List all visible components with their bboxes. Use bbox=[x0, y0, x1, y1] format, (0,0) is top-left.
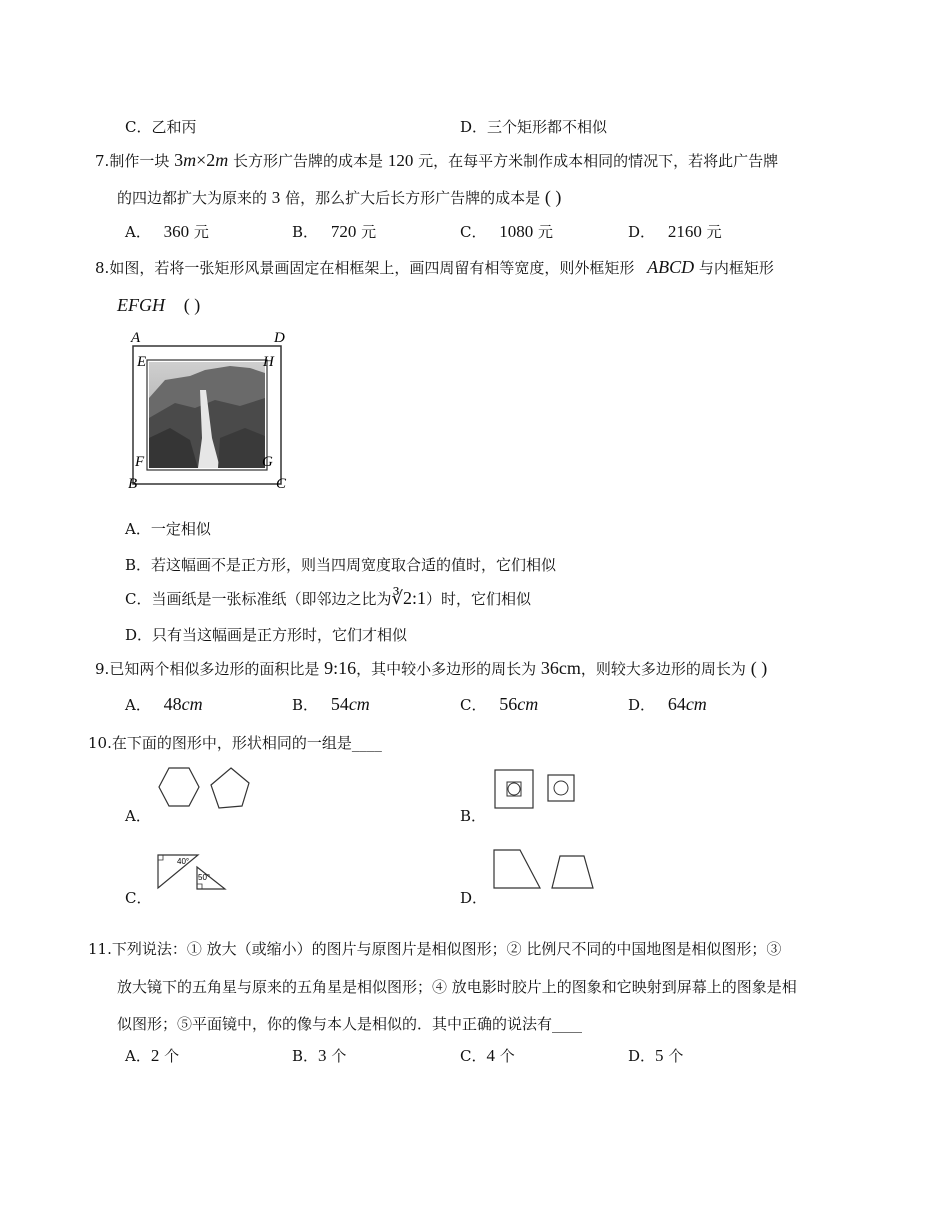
angle-50-label: 50° bbox=[198, 873, 211, 882]
option-unit: cm bbox=[685, 694, 707, 714]
option-value: 54 bbox=[330, 694, 349, 714]
q11-option-a bbox=[125, 1045, 179, 1066]
label-h: H bbox=[263, 354, 274, 370]
q10-line1 bbox=[88, 732, 382, 753]
q7-dimension: 3m×2m bbox=[174, 150, 229, 170]
q9-line1 bbox=[95, 658, 767, 679]
q8-line1 bbox=[95, 257, 774, 278]
option-unit: 元 bbox=[361, 223, 377, 241]
option-unit: 个 bbox=[331, 1047, 347, 1065]
q11-line1 bbox=[88, 938, 781, 959]
q8-paren: ( ) bbox=[183, 295, 201, 315]
label-b: B bbox=[128, 476, 138, 492]
q9-paren: ( ) bbox=[750, 658, 768, 678]
right-trapezoid-shape bbox=[494, 850, 540, 888]
option-letter: A． bbox=[125, 1047, 151, 1065]
small-circle-shape bbox=[554, 781, 568, 795]
option-math: ∛2:1 bbox=[391, 588, 426, 608]
q8-outer-rect: ABCD bbox=[647, 257, 695, 277]
q8-inner-rect: EFGH bbox=[117, 295, 165, 315]
q10-option-c-figure bbox=[155, 852, 235, 894]
option-letter: B． bbox=[292, 1047, 319, 1065]
q7-option-a bbox=[125, 221, 209, 242]
q8-line2 bbox=[117, 295, 200, 316]
q11-option-d bbox=[628, 1045, 683, 1066]
right-angle-mark bbox=[158, 855, 163, 860]
landscape-painting bbox=[149, 362, 265, 468]
option-letter: D． bbox=[628, 223, 656, 241]
option-value: 720 bbox=[330, 222, 357, 241]
option-letter: A． bbox=[125, 223, 151, 241]
label-g: G bbox=[262, 454, 273, 470]
label-a: A bbox=[131, 330, 141, 346]
q9-text-1: 已知两个相似多边形的面积比是 bbox=[109, 660, 320, 678]
q7-paren: ( ) bbox=[544, 187, 562, 207]
q6-option-d: D．三个矩形都不相似 bbox=[460, 118, 608, 136]
label-e: E bbox=[137, 354, 147, 370]
q6-option-c: C．乙和丙 bbox=[125, 118, 197, 136]
q8-option-a: A．一定相似 bbox=[125, 520, 211, 538]
q9-text-3: ，则较大多边形的周长为 bbox=[580, 660, 746, 678]
q10-option-d-figure bbox=[492, 848, 602, 892]
right-angle-mark bbox=[197, 884, 202, 889]
q7-line1 bbox=[95, 150, 778, 171]
q7-text-4: 的四边都扩大为原来的 bbox=[117, 189, 268, 207]
q10-option-b-label: B． bbox=[460, 807, 487, 825]
q10-number: 10. bbox=[88, 734, 112, 752]
option-unit: 个 bbox=[164, 1047, 180, 1065]
option-letter: C． bbox=[460, 696, 487, 714]
q7-option-b bbox=[292, 221, 376, 242]
q8-frame-figure bbox=[120, 328, 300, 498]
option-unit: 元 bbox=[193, 223, 209, 241]
q7-number: 7. bbox=[95, 152, 110, 170]
q8-option-d: D．只有当这幅画是正方形时，它们才相似 bbox=[125, 626, 408, 644]
q8-option-c bbox=[125, 588, 531, 609]
q9-option-a bbox=[125, 694, 203, 715]
q11-line3: 似图形；⑤平面镜中，你的像与本人是相似的．其中正确的说法有____ bbox=[117, 1015, 583, 1033]
option-unit: 个 bbox=[499, 1047, 515, 1065]
q9-option-d bbox=[628, 694, 707, 715]
option-value: 1080 bbox=[499, 222, 534, 241]
option-unit: 个 bbox=[668, 1047, 684, 1065]
option-unit: 元 bbox=[538, 223, 554, 241]
option-letter: C． bbox=[460, 1047, 487, 1065]
option-letter: D． bbox=[628, 1047, 656, 1065]
q8-option-b: B．若这幅画不是正方形，则当四周宽度取合适的值时，它们相似 bbox=[125, 556, 557, 574]
small-square-shape bbox=[548, 775, 574, 801]
q7-factor: 3 bbox=[271, 188, 281, 207]
option-letter: D． bbox=[628, 696, 656, 714]
q7-option-c bbox=[460, 221, 553, 242]
isosceles-trapezoid-shape bbox=[552, 856, 593, 888]
option-value: 5 bbox=[655, 1046, 664, 1065]
angle-40-label: 40° bbox=[177, 857, 190, 866]
q7-cost: 120 bbox=[387, 151, 414, 170]
inner-square-shape bbox=[507, 782, 521, 796]
q11-text-1: 下列说法：① 放大（或缩小）的图片与原图片是相似图形；② 比例尺不同的中国地图是相似图形；③ bbox=[111, 940, 782, 958]
option-text: C．当画纸是一张标准纸（即邻边之比为 bbox=[125, 590, 392, 608]
q11-option-c bbox=[460, 1045, 515, 1066]
q11-option-b bbox=[292, 1045, 346, 1066]
q7-text-2: 长方形广告牌的成本是 bbox=[233, 152, 384, 170]
q7-text-3: 元，在每平方米制作成本相同的情况下，若将此广告牌 bbox=[418, 152, 779, 170]
q8-number: 8. bbox=[95, 259, 110, 277]
q10-option-b-figure bbox=[493, 768, 583, 810]
option-value: 2 bbox=[150, 1046, 160, 1065]
option-unit: cm bbox=[517, 694, 539, 714]
q10-option-a-figure bbox=[155, 764, 255, 814]
q10-option-d-label: D． bbox=[460, 889, 488, 907]
q7-option-d bbox=[628, 221, 722, 242]
option-value: 64 bbox=[667, 694, 686, 714]
inner-circle-shape bbox=[508, 783, 520, 795]
q9-number: 9. bbox=[95, 660, 110, 678]
q10-option-c-label: C． bbox=[125, 889, 152, 907]
option-letter: C． bbox=[460, 223, 487, 241]
q7-text-5: 倍，那么扩大后长方形广告牌的成本是 bbox=[285, 189, 541, 207]
q9-option-c bbox=[460, 694, 538, 715]
option-letter: B． bbox=[292, 223, 319, 241]
large-square-shape bbox=[495, 770, 533, 808]
option-unit: cm bbox=[348, 694, 370, 714]
q9-ratio: 9:16 bbox=[324, 658, 357, 678]
option-value: 2160 bbox=[667, 222, 702, 241]
option-letter: A． bbox=[125, 696, 151, 714]
q7-text-1: 制作一块 bbox=[109, 152, 170, 170]
option-text: ）时，它们相似 bbox=[425, 590, 531, 608]
option-unit: cm bbox=[181, 694, 203, 714]
q8-text-2: 与内框矩形 bbox=[698, 259, 774, 277]
option-letter: B． bbox=[292, 696, 319, 714]
q11-line2: 放大镜下的五角星与原来的五角星是相似图形；④ 放电影时胶片上的图象和它映射到屏幕上的图象是相 bbox=[117, 978, 797, 996]
q9-option-b bbox=[292, 694, 370, 715]
option-value: 56 bbox=[499, 694, 518, 714]
q11-number: 11. bbox=[88, 940, 112, 958]
option-value: 48 bbox=[163, 694, 182, 714]
label-f: F bbox=[135, 454, 145, 470]
q10-text: 在下面的图形中，形状相同的一组是____ bbox=[111, 734, 382, 752]
label-d: D bbox=[274, 330, 285, 346]
hexagon-shape bbox=[159, 768, 199, 806]
pentagon-shape bbox=[211, 768, 249, 808]
option-value: 4 bbox=[486, 1046, 495, 1065]
q9-perimeter: 36cm bbox=[540, 658, 581, 678]
q7-line2 bbox=[117, 187, 561, 208]
option-unit: 元 bbox=[706, 223, 722, 241]
label-c: C bbox=[276, 476, 287, 492]
q8-text-1: 如图，若将一张矩形风景画固定在相框架上，画四周留有相等宽度，则外框矩形 bbox=[109, 259, 635, 277]
option-value: 360 bbox=[163, 222, 190, 241]
option-value: 3 bbox=[318, 1046, 327, 1065]
q9-text-2: ，其中较小多边形的周长为 bbox=[356, 660, 537, 678]
q10-option-a-label: A． bbox=[125, 807, 151, 825]
